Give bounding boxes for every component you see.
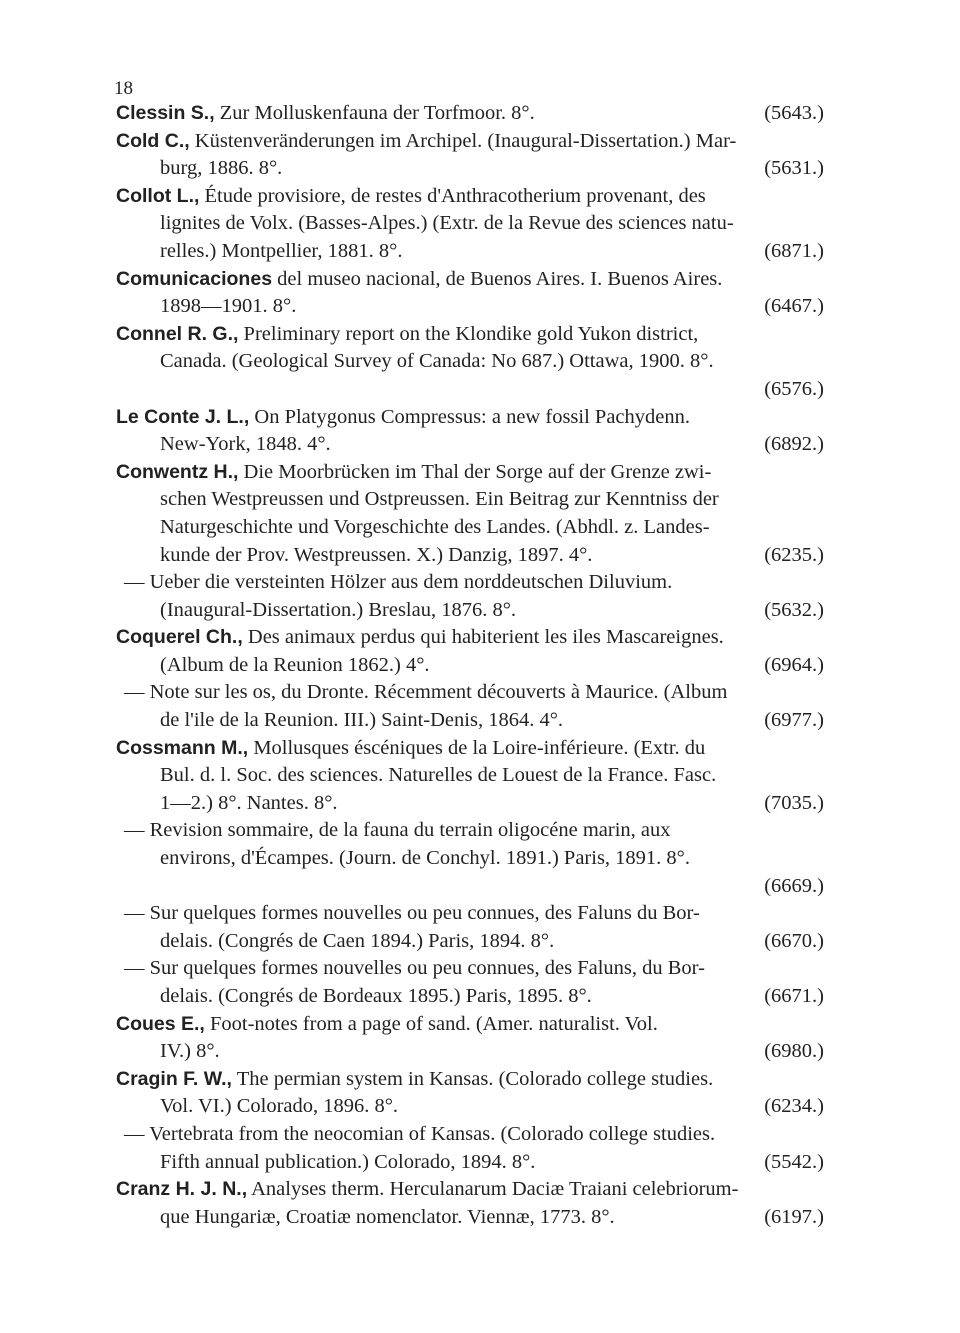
entry-continuation-line	[116, 431, 824, 459]
author-name: Conwentz H.,	[116, 460, 239, 483]
entry-text: Naturgeschichte und Vorgeschichte des Landes. (Abhdl. z. Landes-	[160, 515, 710, 538]
entry-continuation-line	[116, 155, 824, 183]
entry-text: Die Moorbrücken im Thal der Sorge auf der Grenze zwi-	[238, 460, 712, 483]
entry-continuation-line	[116, 762, 824, 790]
entry-text: 1898—1901. 8°.	[160, 295, 297, 318]
page-number: 18	[114, 78, 133, 99]
entry-text: Fifth annual publication.) Colorado, 1894. 8°.	[160, 1150, 536, 1173]
entry-continuation-line	[116, 486, 824, 514]
catalog-number: (6980.)	[764, 1040, 824, 1063]
entry-line	[116, 266, 824, 294]
entry-continuation-line	[116, 1038, 824, 1066]
catalog-number: (6977.)	[764, 709, 824, 732]
entry-text: delais. (Congrés de Bordeaux 1895.) Paris, 1895. 8°.	[160, 985, 592, 1007]
author-name: Cragin F. W.,	[116, 1067, 232, 1090]
entry-continuation-line	[116, 569, 824, 597]
entry-continuation-line	[116, 845, 824, 873]
entry-continuation-line	[116, 817, 824, 845]
entry-text: Küstenveränderungen im Archipel. (Inaugural-Dissertation.) Mar-	[189, 129, 737, 152]
catalog-number: (6197.)	[764, 1205, 824, 1228]
author-name: Collot L.,	[116, 184, 200, 207]
author-name: Clessin S.,	[116, 102, 215, 124]
catalog-number: (6234.)	[764, 1095, 824, 1118]
author-name: Coues E.,	[116, 1012, 205, 1035]
entry-text: On Platygonus Compressus: a new fossil Pachydenn.	[249, 405, 690, 428]
entry-line	[116, 1011, 824, 1039]
entry-continuation-line	[116, 790, 824, 818]
entry-continuation-line	[116, 1093, 824, 1121]
entry-continuation-line	[116, 707, 824, 735]
entry-text: Étude provisiore, de restes d'Anthracotherium provenant, des	[199, 184, 706, 207]
author-name: Le Conte J. L.,	[116, 405, 250, 428]
catalog-number: (6467.)	[764, 295, 824, 318]
author-name: Coquerel Ch.,	[116, 626, 243, 649]
entry-text: del museo nacional, de Buenos Aires. I. Buenos Aires.	[272, 267, 723, 290]
entry-text: delais. (Congrés de Caen 1894.) Paris, 1894. 8°.	[160, 929, 555, 952]
entry-continuation-line	[116, 597, 824, 625]
entry-text: IV.) 8°.	[160, 1040, 220, 1063]
entry-continuation-line	[116, 348, 824, 376]
entry-text: — Vertebrata from the neocomian of Kansas. (Colorado college studies.	[124, 1122, 716, 1145]
entry-text: Foot-notes from a page of sand. (Amer. naturalist. Vol.	[204, 1012, 658, 1035]
catalog-number: (6671.)	[764, 985, 824, 1007]
entry-continuation-line	[116, 210, 824, 238]
catalog-number: (6576.)	[764, 377, 824, 400]
catalog-number: (5542.)	[764, 1150, 824, 1173]
author-name: Cossmann M.,	[116, 736, 249, 759]
catalog-number: (6871.)	[764, 239, 824, 262]
catalog-number: (5643.)	[764, 102, 824, 124]
entry-continuation-line	[116, 1204, 824, 1232]
entry-line	[116, 321, 824, 349]
catalog-number: (5631.)	[764, 157, 824, 180]
bibliography-entries	[116, 100, 824, 1231]
entry-text: lignites de Volx. (Basses-Alpes.) (Extr. de la Revue des sciences natu-	[160, 212, 734, 235]
entry-line	[116, 1066, 824, 1094]
catalog-number: (6235.)	[764, 543, 824, 566]
entry-text: — Sur quelques formes nouvelles ou peu connues, des Faluns du Bor-	[124, 902, 700, 925]
entry-text: burg, 1886. 8°.	[160, 157, 283, 180]
entry-text: — Ueber die versteinten Hölzer aus dem norddeutschen Diluvium.	[124, 571, 673, 594]
entry-line	[116, 459, 824, 487]
entry-text: (Inaugural-Dissertation.) Breslau, 1876. 8°.	[160, 598, 517, 621]
catalog-number: (7035.)	[764, 791, 824, 814]
entry-text: — Sur quelques formes nouvelles ou peu connues, des Faluns, du Bor-	[124, 957, 705, 980]
entry-continuation-line	[116, 293, 824, 321]
entry-text: kunde der Prov. Westpreussen. X.) Danzig, 1897. 4°.	[160, 543, 593, 566]
catalog-number: (6670.)	[764, 929, 824, 952]
entry-text: de l'ile de la Reunion. III.) Saint-Denis, 1864. 4°.	[160, 709, 564, 732]
author-name: Connel R. G.,	[116, 322, 239, 345]
entry-continuation-line	[116, 928, 824, 956]
entry-continuation-line	[116, 955, 824, 983]
entry-continuation-line	[116, 900, 824, 928]
entry-continuation-line	[116, 679, 824, 707]
entry-continuation-line	[116, 873, 824, 901]
entry-continuation-line	[116, 514, 824, 542]
entry-continuation-line	[116, 376, 824, 404]
catalog-number: (5632.)	[764, 598, 824, 621]
entry-continuation-line	[116, 983, 824, 1011]
entry-continuation-line	[116, 238, 824, 266]
entry-text: 1—2.) 8°. Nantes. 8°.	[160, 791, 338, 814]
author-name: Cranz H. J. N.,	[116, 1178, 248, 1201]
entry-text: New-York, 1848. 4°.	[160, 433, 331, 456]
entry-text: — Revision sommaire, de la fauna du terrain oligocéne marin, aux	[124, 819, 671, 842]
entry-line	[116, 404, 824, 432]
entry-text: Canada. (Geological Survey of Canada: No 687.) Ottawa, 1900. 8°.	[160, 350, 714, 373]
entry-text: (Album de la Reunion 1862.) 4°.	[160, 653, 430, 676]
entry-line	[116, 100, 824, 128]
entry-text: Mollusques éscéniques de la Loire-inférieure. (Extr. du	[248, 736, 706, 759]
entry-text: que Hungariæ, Croatiæ nomenclator. Viennæ, 1773. 8°.	[160, 1205, 615, 1228]
entry-text: — Note sur les os, du Dronte. Récemment découverts à Maurice. (Album	[124, 681, 728, 704]
entry-text: relles.) Montpellier, 1881. 8°.	[160, 239, 403, 262]
entry-text: environs, d'Écampes. (Journ. de Conchyl. 1891.) Paris, 1891. 8°.	[160, 847, 691, 870]
catalog-number: (6964.)	[764, 653, 824, 676]
entry-text: The permian system in Kansas. (Colorado college studies.	[231, 1067, 714, 1090]
entry-text: Vol. VI.) Colorado, 1896. 8°.	[160, 1095, 399, 1118]
entry-text: Zur Molluskenfauna der Torfmoor. 8°.	[214, 102, 535, 124]
entry-line	[116, 735, 824, 763]
catalog-number: (6892.)	[764, 433, 824, 456]
entry-text: Analyses therm. Herculanarum Daciæ Traiani celebriorum-	[247, 1178, 739, 1201]
entry-line	[116, 183, 824, 211]
entry-line	[116, 1176, 824, 1204]
entry-continuation-line	[116, 542, 824, 570]
entry-text: Des animaux perdus qui habiterient les iles Mascareignes.	[242, 626, 724, 649]
entry-line	[116, 624, 824, 652]
entry-line	[116, 128, 824, 156]
author-name: Cold C.,	[116, 129, 190, 152]
entry-continuation-line	[116, 1121, 824, 1149]
entry-continuation-line	[116, 1149, 824, 1177]
catalog-number: (6669.)	[764, 874, 824, 897]
entry-continuation-line	[116, 652, 824, 680]
entry-text: Bul. d. l. Soc. des sciences. Naturelles de Louest de la France. Fasc.	[160, 764, 717, 787]
entry-text: Preliminary report on the Klondike gold Yukon district,	[238, 322, 699, 345]
entry-text: schen Westpreussen und Ostpreussen. Ein Beitrag zur Kenntniss der	[160, 488, 719, 511]
author-name: Comunicaciones	[116, 267, 273, 290]
